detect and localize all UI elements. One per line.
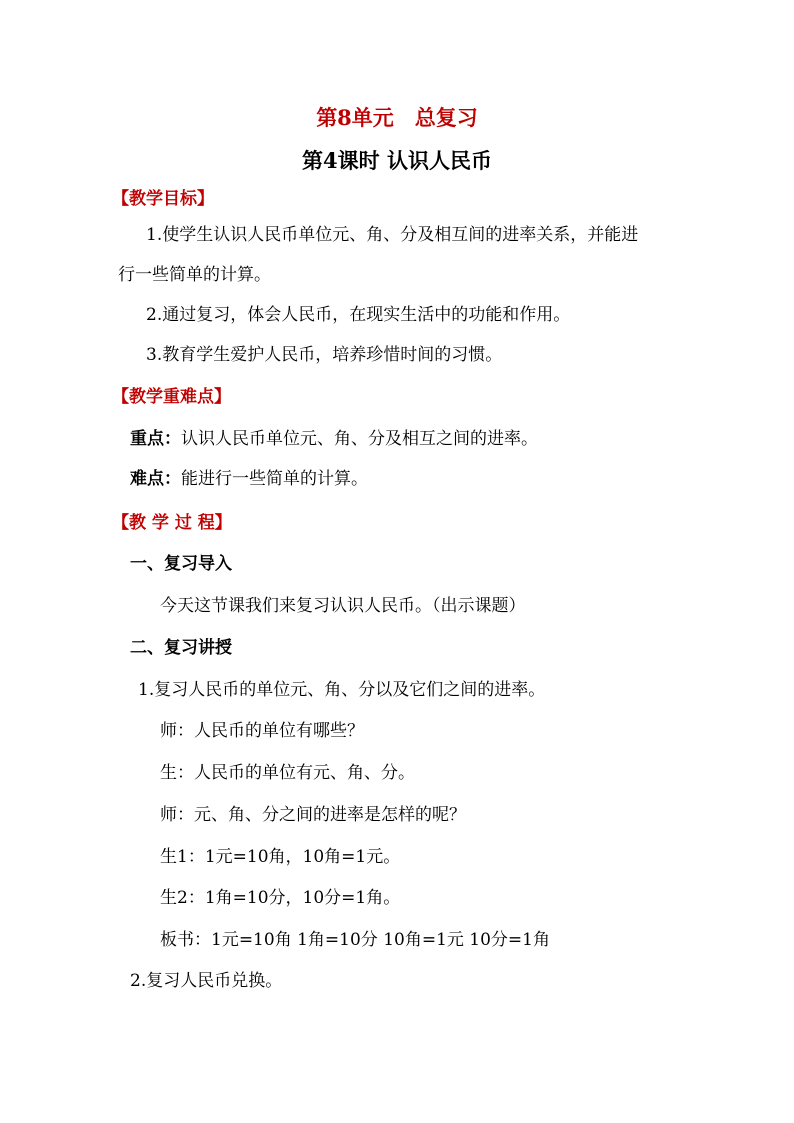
step-2: 2.复习人民币兑换。 xyxy=(130,971,283,991)
unit-title: 第8单元 总复习 xyxy=(316,105,478,130)
objective-item-3: 3.教育学生爱护人民币，培养珍惜时间的习惯。 xyxy=(146,345,503,365)
dialog-line: 生：人民币的单位有元、角、分。 xyxy=(160,763,415,783)
objective-item-1-line-2: 行一些简单的计算。 xyxy=(118,265,271,285)
difficult-point-text: 能进行一些简单的计算。 xyxy=(181,469,368,489)
objective-item-2: 2.通过复习，体会人民币，在现实生活中的功能和作用。 xyxy=(146,305,571,325)
process-heading: 【教 学 过 程】 xyxy=(112,513,232,533)
part-1-title: 一、复习导入 xyxy=(130,554,232,574)
difficult-point-row xyxy=(130,468,368,490)
part-1-text: 今天这节课我们来复习认识人民币。（出示课题） xyxy=(160,596,526,616)
lesson-title: 第4课时 认识人民币 xyxy=(302,148,492,173)
part-2-title: 二、复习讲授 xyxy=(130,638,232,658)
key-point-text: 认识人民币单位元、角、分及相互之间的进率。 xyxy=(181,429,538,449)
difficult-point-label: 难点： xyxy=(130,469,181,489)
dialog-line: 生1：1元=10角，10角=1元。 xyxy=(160,847,401,867)
board-writing: 板书：1元=10角 1角=10分 10角=1元 10分=1角 xyxy=(160,930,550,950)
dialog-line: 师：元、角、分之间的进率是怎样的呢？ xyxy=(160,805,466,825)
objective-item-1-line-1: 1.使学生认识人民币单位元、角、分及相互间的进率关系，并能进 xyxy=(146,225,639,245)
objectives-heading: 【教学目标】 xyxy=(112,189,214,209)
dialog-line: 师：人民币的单位有哪些？ xyxy=(160,721,364,741)
key-point-row xyxy=(130,428,538,450)
key-points-heading: 【教学重难点】 xyxy=(112,387,231,407)
key-point-label: 重点： xyxy=(130,429,181,449)
step-1: 1.复习人民币的单位元、角、分以及它们之间的进率。 xyxy=(138,680,546,700)
dialog-line: 生2：1角=10分，10分=1角。 xyxy=(160,888,401,908)
